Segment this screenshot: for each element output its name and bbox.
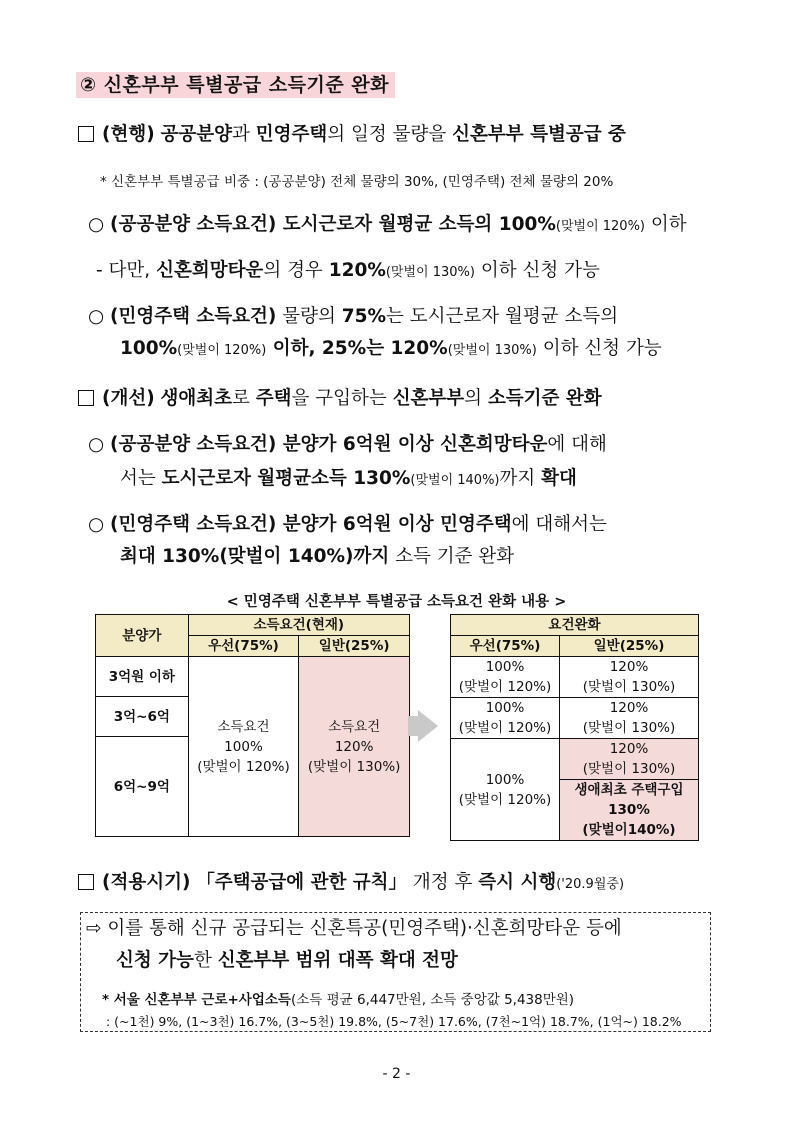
general-cell: [299, 657, 410, 837]
priority-cell: [188, 657, 299, 837]
improve-line: [78, 386, 602, 412]
current-bullet2-e: 는 도시근로자 월평균 소득의: [386, 306, 619, 327]
improve-bullet2-e: 소득 기준 완화: [389, 546, 515, 567]
page-number: - 2 -: [382, 1066, 411, 1082]
outlook-line1-text: 이를 통해 신규 공급되는 신혼특공(민영주택)·신혼희망타운 등에: [107, 918, 622, 939]
outlook-line2: [116, 948, 458, 974]
improve-bullet1-line2: [120, 466, 577, 494]
dash-d: 120%: [328, 260, 386, 281]
timing-t2: 개정 후: [407, 872, 473, 893]
r3-general-a: [560, 739, 699, 780]
current-bullet2-j: 이하 신청 가능: [536, 338, 662, 359]
row-label-3: 6억~9억: [96, 737, 189, 837]
row-label-2: 3억~6억: [96, 697, 189, 737]
outlook-note2: : (~1천) 9%, (1~3천) 16.7%, (3~5천) 19.8%, (5~7천) 17.6%, (7천~1억) 18.7%, (1억~) 18.2%: [106, 1014, 682, 1029]
improve-bullet2-line1: [88, 512, 607, 538]
improve-t3: 주택: [255, 388, 292, 409]
row-label-1: 3억원 이하: [96, 657, 189, 697]
r3-general-a-line1: 120%: [609, 741, 649, 757]
current-t1: 공공분양: [160, 124, 233, 145]
r2-priority-line2: (맞벌이 120%): [458, 720, 552, 736]
r3-general-b-line3: (맞벌이140%): [582, 822, 676, 838]
r1-general: [560, 657, 699, 698]
dash-e: (맞벌이 130%): [385, 265, 475, 280]
relaxed-requirements-table: [450, 614, 699, 841]
current-bullet1-tail: 이하: [645, 214, 687, 235]
r1-general-line2: (맞벌이 130%): [582, 679, 676, 695]
bullet-circle-icon: ○: [88, 306, 105, 327]
current-bullet2-f: 100%: [120, 338, 178, 359]
group-header-current: 소득요건(현재): [188, 615, 409, 636]
outlook-line1: [86, 916, 622, 942]
group-header-relaxed: 요건완화: [451, 615, 699, 636]
relaxed-priority-header: 우선(75%): [451, 636, 560, 657]
checkbox-square-icon: [78, 874, 94, 890]
current-bullet2-g: (맞벌이 120%): [177, 343, 267, 358]
improve-bullet1-b: (공공분양 소득요건) 분양가 6억원 이상 신혼희망타운: [110, 434, 548, 455]
general-cell-line1: 소득요건: [328, 718, 381, 735]
outlook-note1-a: * 서울 신혼부부 근로+사업소득: [102, 992, 291, 1008]
dash-c: 의 경우: [263, 260, 323, 281]
r3-general-b-line1: 생애최초 주택구입: [574, 782, 684, 798]
current-bullet1-main: (공공분양 소득요건) 도시근로자 월평균 소득의 100%: [110, 214, 556, 235]
improve-bullet1-g: 까지: [499, 468, 536, 489]
general-cell-line2: 120%: [334, 738, 374, 755]
improve-bullet1-d: 서는: [120, 468, 156, 489]
r3-priority-line2: (맞벌이 120%): [458, 791, 552, 808]
current-bullet1-paren: (맞벌이 120%): [555, 219, 645, 234]
improve-bullet1-line1: [88, 432, 607, 458]
current-bullet2-c: 물량의: [276, 306, 336, 327]
general-header: 일반(25%): [299, 636, 410, 657]
r3-priority: [451, 739, 560, 841]
improve-t6: 의: [464, 388, 483, 409]
improve-t2: 로: [232, 388, 250, 409]
current-note: * 신혼부부 특별공급 비중 : (공공분양) 전체 물량의 30%, (민영주택) 전체 물량의 20%: [100, 174, 614, 190]
section-heading: ② 신혼부부 특별공급 소득기준 완화: [76, 72, 395, 98]
improve-bullet2-line2: [120, 544, 514, 570]
improve-bullet2-b: (민영주택 소득요건) 분양가 6억원 이상 민영주택: [110, 514, 512, 535]
improve-t5: 신혼부부: [392, 388, 465, 409]
dash-f: 이하 신청 가능: [474, 260, 600, 281]
current-requirements-table: [95, 614, 410, 837]
current-bullet1: [88, 212, 687, 240]
bullet-circle-icon: ○: [88, 214, 105, 235]
timing-t1: 「주택공급에 관한 규칙」: [196, 872, 408, 893]
improve-t4: 을 구입하는: [291, 388, 387, 409]
priority-header: 우선(75%): [188, 636, 299, 657]
current-t5: 신혼부부 특별공급 중: [452, 124, 626, 145]
r1-priority-line1: 100%: [485, 659, 525, 675]
col-price-header: 분양가: [96, 615, 189, 657]
current-tag: (현행): [102, 124, 155, 145]
timing-line: [78, 870, 624, 898]
r2-general-line1: 120%: [609, 700, 649, 716]
improve-bullet2-d: 최대 130%(맞벌이 140%)까지: [120, 546, 390, 567]
current-t2: 과: [232, 124, 250, 145]
outlook-arrow-icon: ⇨: [86, 918, 102, 939]
current-bullet2-i: (맞벌이 130%): [447, 343, 537, 358]
outlook-line2-c: 신혼부부 범위 대폭 확대 전망: [217, 950, 458, 971]
bullet-circle-icon: ○: [88, 514, 105, 535]
r2-general: [560, 698, 699, 739]
current-bullet2-line2: [120, 336, 662, 364]
current-line: [78, 122, 626, 148]
current-bullet2-b: (민영주택 소득요건): [110, 306, 277, 327]
checkbox-square-icon: [78, 126, 94, 142]
r1-general-line1: 120%: [609, 659, 649, 675]
timing-t3: 즉시 시행: [478, 872, 557, 893]
table-title: < 민영주택 신혼부부 특별공급 소득요건 완화 내용 >: [226, 594, 567, 610]
r2-priority-line1: 100%: [485, 700, 525, 716]
improve-bullet1-c: 에 대해: [547, 434, 607, 455]
general-cell-line3: (맞벌이 130%): [307, 758, 401, 775]
current-bullet2-line1: [88, 304, 618, 330]
r3-general-a-line2: (맞벌이 130%): [582, 761, 676, 777]
current-bullet2-d: 75%: [341, 306, 387, 327]
relaxed-general-header: 일반(25%): [560, 636, 699, 657]
priority-cell-line1: 소득요건: [217, 718, 270, 735]
improve-bullet1-h: 확대: [541, 468, 577, 489]
current-dash: [96, 258, 600, 286]
r3-general-b: [560, 780, 699, 841]
improve-t7: 소득기준 완화: [487, 388, 602, 409]
current-t3: 민영주택: [255, 124, 328, 145]
r3-priority-line1: 100%: [485, 771, 525, 788]
checkbox-square-icon: [78, 390, 94, 406]
r2-general-line2: (맞벌이 130%): [582, 720, 676, 736]
r3-general-b-line2: 130%: [608, 802, 650, 818]
improve-bullet1-f: (맞벌이 140%): [410, 473, 500, 488]
outlook-note1: [102, 988, 574, 1008]
dash-a: - 다만,: [96, 260, 151, 281]
bullet-circle-icon: ○: [88, 434, 105, 455]
improve-tag: (개선): [102, 388, 155, 409]
timing-t4: ('20.9월중): [556, 877, 625, 892]
r1-priority-line2: (맞벌이 120%): [458, 679, 552, 695]
right-arrow-icon: [418, 710, 438, 742]
outlook-line2-b: 한: [193, 950, 212, 971]
improve-bullet2-c: 에 대해서는: [511, 514, 607, 535]
priority-cell-line3: (맞벌이 120%): [197, 758, 290, 775]
outlook-note1-b: (소득 평균 6,447만원, 소득 중앙값 5,438만원): [290, 992, 575, 1008]
improve-bullet1-e: 도시근로자 월평균소득 130%: [161, 468, 411, 489]
r1-priority: [451, 657, 560, 698]
r2-priority: [451, 698, 560, 739]
improve-t1: 생애최초: [160, 388, 233, 409]
outlook-line2-a: 신청 가능: [116, 950, 194, 971]
priority-cell-line2: 100%: [224, 738, 263, 755]
dash-b: 신혼희망타운: [156, 260, 264, 281]
current-t4: 의 일정 물량을: [327, 124, 447, 145]
current-bullet2-h: 이하, 25%는 120%: [266, 338, 448, 359]
timing-tag: (적용시기): [102, 872, 191, 893]
